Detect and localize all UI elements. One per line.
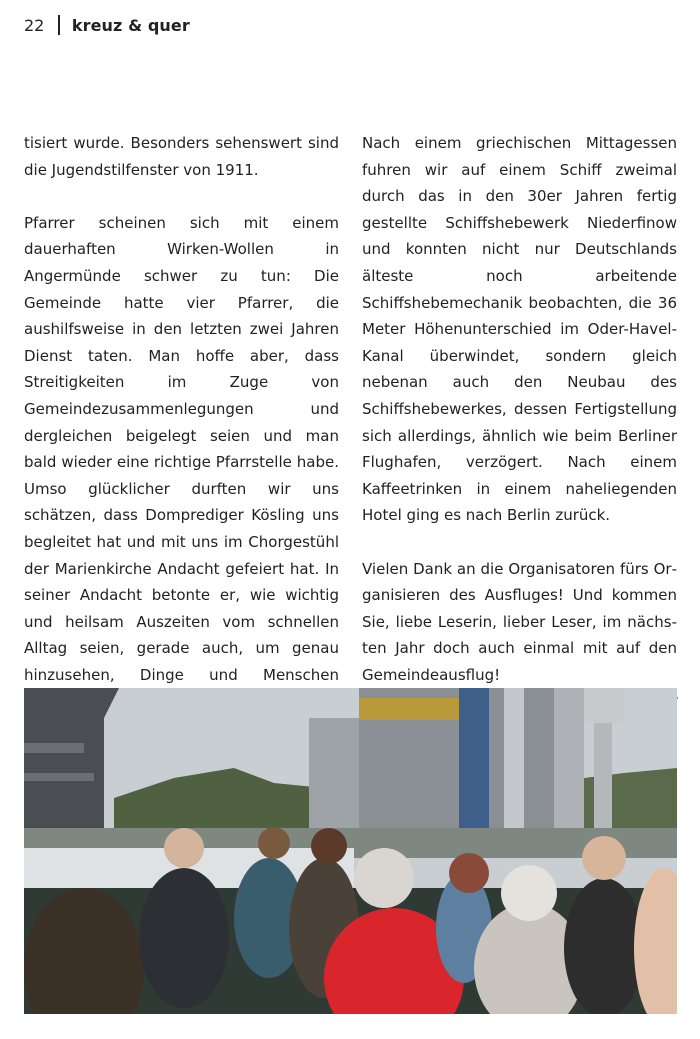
boat-trip-photo	[24, 688, 677, 1014]
article-body	[24, 130, 677, 684]
paragraph: tisiert wurde. Besonders sehenswert sind die Jugendstilfenster von 1911.	[24, 134, 339, 179]
glass-facade	[459, 688, 489, 828]
passenger	[564, 878, 644, 1014]
tower	[309, 718, 364, 833]
article-photo	[24, 688, 677, 1014]
page-header	[24, 12, 190, 38]
page-number: 22	[24, 15, 45, 35]
right-column	[362, 130, 677, 684]
header-divider	[58, 15, 60, 35]
paragraph: Vielen Dank an die Organisatoren fürs Organisieren des Ausfluges! Und kommen Sie, liebe Leserin, lieber Leser, im nächsten Jahr doch auch einmal mit auf den Gemeindeausflug!	[362, 559, 677, 684]
passenger	[139, 868, 229, 1008]
magazine-title: kreuz & quer	[71, 15, 190, 35]
left-column	[24, 130, 339, 684]
paragraph: Pfarrer scheinen sich mit einem dauerhaften Wirken-Wollen in Angermünde schwer zu tun: Die Gemeinde hatte vier Pfarrer, die aushilfsweise in den letzten zwei Jahren Dienst taten. Man hoffe aber, dass Streitigkeiten im Zuge von Gemeindezusammenlegungen und dergleichen beigelegt seien und man bald wieder eine richtige Pfarrstelle habe. Umso glücklicher durften wir uns schätzen, dass Domprediger Kösling uns begleitet hat und mit uns im Chorgestühl der Marienkirche Andacht gefeiert hat. In seiner Andacht betonte er, wie wichtig und heilsam Auszeiten vom schnellen Alltag seien, gerade auch, um genau hinzusehen, Dinge und Menschen	[24, 213, 339, 684]
paragraph: Nach einem griechischen Mittagessen fuhren wir auf einem Schiff zweimal durch das in den 30er Jahren fertig gestellte Schiffshebewerk Niederfinow und konnten nicht nur Deutschlands älteste noch arbeitende Schiffshebemechanik beobachten, die 36 Meter Höhenunterschied im Oder-Havel-Kanal überwindet, sondern gleich nebenan auch den Neubau des Schiffshebewerkes, dessen Fertigstellung sich allerdings, ähnlich wie beim Berliner Flughafen, verzögert. Nach einem Kaffeetrinken in einem naheliegenden Hotel ging es nach Berlin zurück.	[362, 134, 677, 525]
